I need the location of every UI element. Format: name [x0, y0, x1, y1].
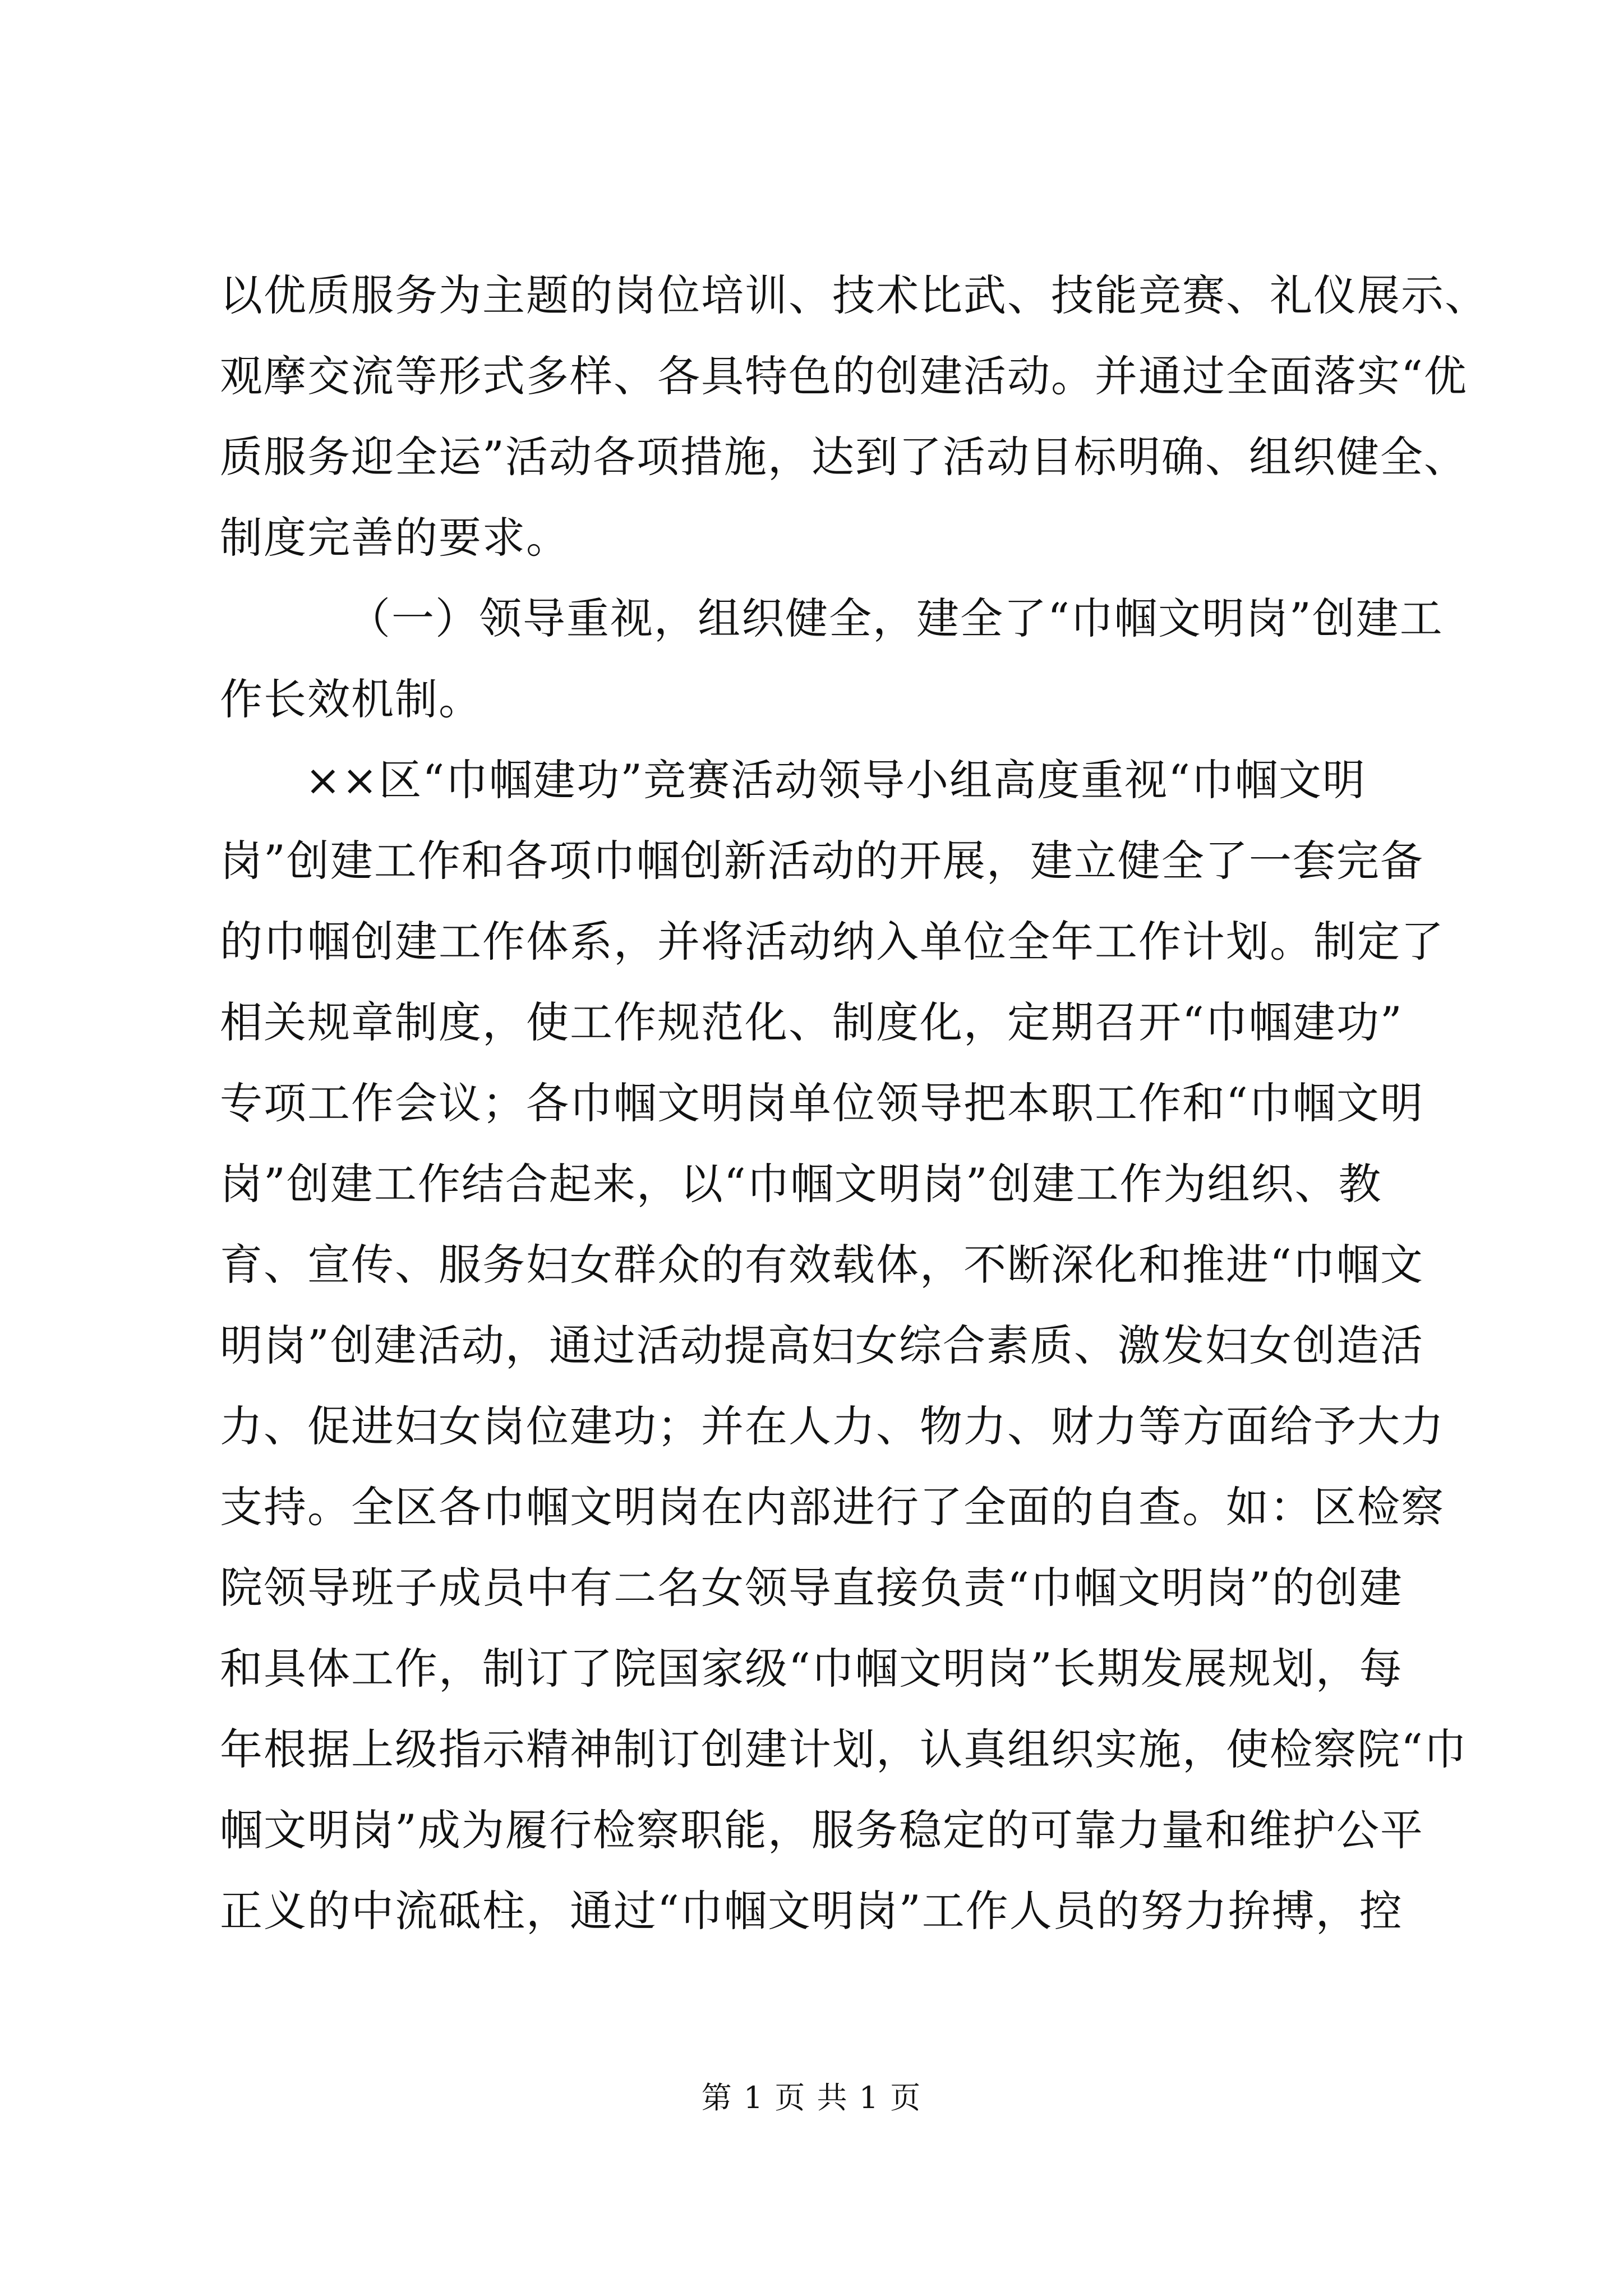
text-line: 观摩交流等形式多样、各具特色的创建活动。并通过全面落实“优 [220, 351, 1468, 401]
text-line: 专项工作会议；各巾帼文明岗单位领导把本职工作和“巾帼文明 [220, 1078, 1424, 1128]
text-line: 制度完善的要求。 [220, 513, 570, 563]
text-line: 力、促进妇女岗位建功；并在人力、物力、财力等方面给予大力 [220, 1401, 1445, 1451]
text-line: 育、宣传、服务妇女群众的有效载体，不断深化和推进“巾帼文 [220, 1240, 1424, 1290]
text-line: 帼文明岗”成为履行检察职能，服务稳定的可靠力量和维护公平 [220, 1805, 1424, 1855]
text-line: （一）领导重视，组织健全，建全了“巾帼文明岗”创建工 [348, 593, 1444, 643]
text-line: 以优质服务为主题的岗位培训、技术比武、技能竞赛、礼仪展示、 [220, 270, 1488, 320]
text-line: 相关规章制度，使工作规范化、制度化，定期召开“巾帼建功” [220, 997, 1403, 1047]
section-heading [220, 578, 1448, 740]
text-line: 支持。全区各巾帼文明岗在内部进行了全面的自查。如：区检察 [220, 1482, 1445, 1532]
paragraph [220, 740, 1468, 1952]
document-body [220, 255, 1488, 1952]
text-line: 岗”创建工作和各项巾帼创新活动的开展，建立健全了一套完备 [220, 836, 1424, 886]
page-number-label: 第 1 页 共 1 页 [701, 2080, 922, 2115]
text-line: 质服务迎全运”活动各项措施，达到了活动目标明确、组织健全、 [220, 432, 1468, 482]
page-footer [0, 2076, 1623, 2120]
text-line: 和具体工作，制订了院国家级“巾帼文明岗”长期发展规划，每 [220, 1644, 1403, 1694]
text-line: 院领导班子成员中有二名女领导直接负责“巾帼文明岗”的创建 [220, 1563, 1403, 1613]
text-line: 的巾帼创建工作体系，并将活动纳入单位全年工作计划。制定了 [220, 917, 1445, 967]
text-line: 明岗”创建活动，通过活动提高妇女综合素质、激发妇女创造活 [220, 1320, 1424, 1370]
text-line: 作长效机制。 [220, 674, 482, 724]
text-line: 岗”创建工作结合起来，以“巾帼文明岗”创建工作为组织、教 [220, 1159, 1382, 1209]
text-line: ××区“巾帼建功”竞赛活动领导小组高度重视“巾帼文明 [305, 755, 1366, 805]
text-line: 年根据上级指示精神制订创建计划，认真组织实施，使检察院“巾 [220, 1724, 1468, 1774]
paragraph [220, 255, 1488, 578]
text-line: 正义的中流砥柱，通过“巾帼文明岗”工作人员的努力拚搏，控 [220, 1886, 1403, 1936]
